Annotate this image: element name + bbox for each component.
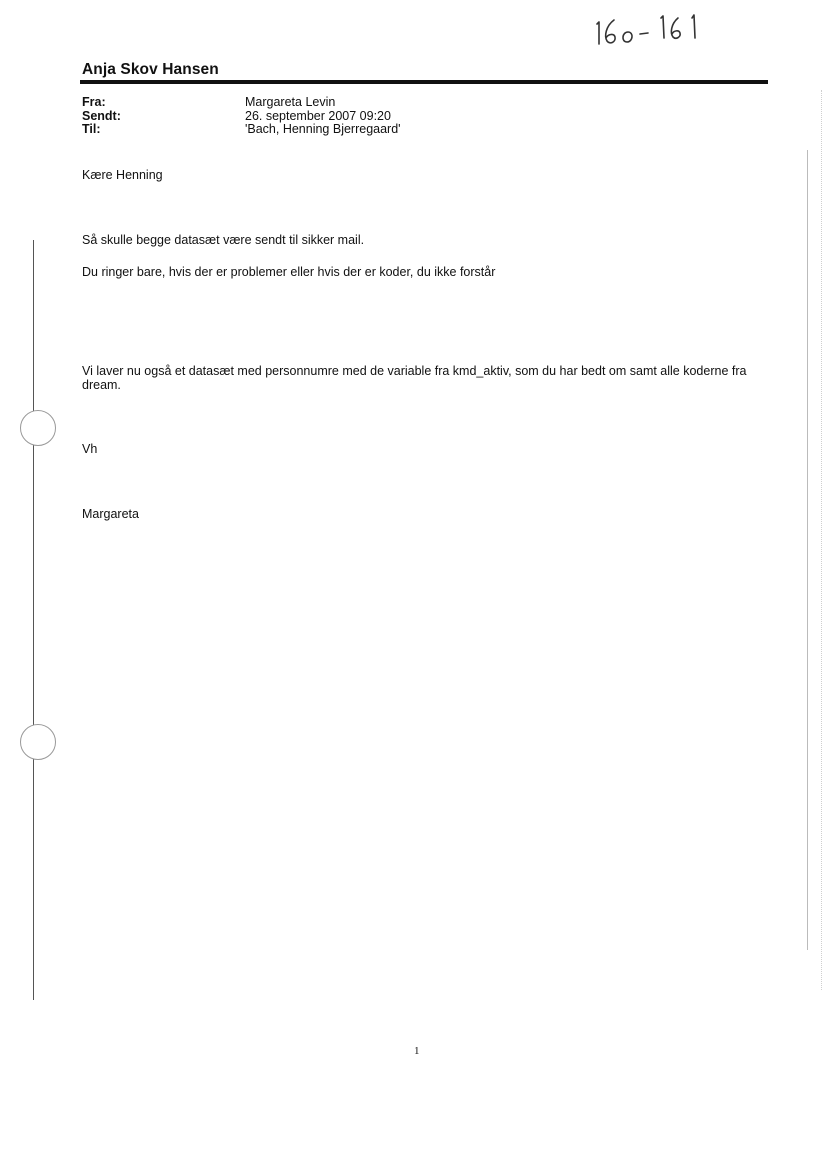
- email-signature: Margareta: [82, 507, 139, 521]
- scan-margin-line: [33, 240, 34, 1000]
- header-row-from: [82, 96, 401, 110]
- sent-value: 26. september 2007 09:20: [245, 108, 391, 123]
- email-greeting: Kære Henning: [82, 168, 163, 182]
- punch-hole-icon: [20, 724, 56, 760]
- from-value: Margareta Levin: [245, 95, 336, 109]
- sent-label: Sendt:: [82, 108, 121, 123]
- header-row-sent: [82, 110, 401, 124]
- email-closing: Vh: [82, 442, 98, 456]
- handwritten-page-reference: [588, 6, 708, 50]
- email-paragraph-1: Så skulle begge datasæt være sendt til sikker mail.: [82, 233, 365, 247]
- email-header: [82, 96, 401, 137]
- heading-divider: [80, 80, 768, 84]
- handwritten-page-reference-drawing: [588, 6, 708, 50]
- header-row-to: [82, 123, 401, 137]
- to-value: 'Bach, Henning Bjerregaard': [245, 122, 401, 136]
- sender-name-heading: Anja Skov Hansen: [82, 61, 219, 78]
- punch-hole-icon: [20, 410, 56, 446]
- from-label: Fra:: [82, 95, 106, 109]
- scan-margin-line-right: [807, 150, 808, 950]
- to-label: Til:: [82, 122, 101, 136]
- email-paragraph-2: Du ringer bare, hvis der er problemer eller hvis der er koder, du ikke forstår: [82, 265, 496, 279]
- page-number: 1: [414, 1045, 420, 1057]
- email-paragraph-3: Vi laver nu også et datasæt med personnumre med de variable fra kmd_aktiv, som du har bedt om samt alle koderne fra dream.: [82, 364, 747, 392]
- scan-page-edge: [821, 90, 823, 990]
